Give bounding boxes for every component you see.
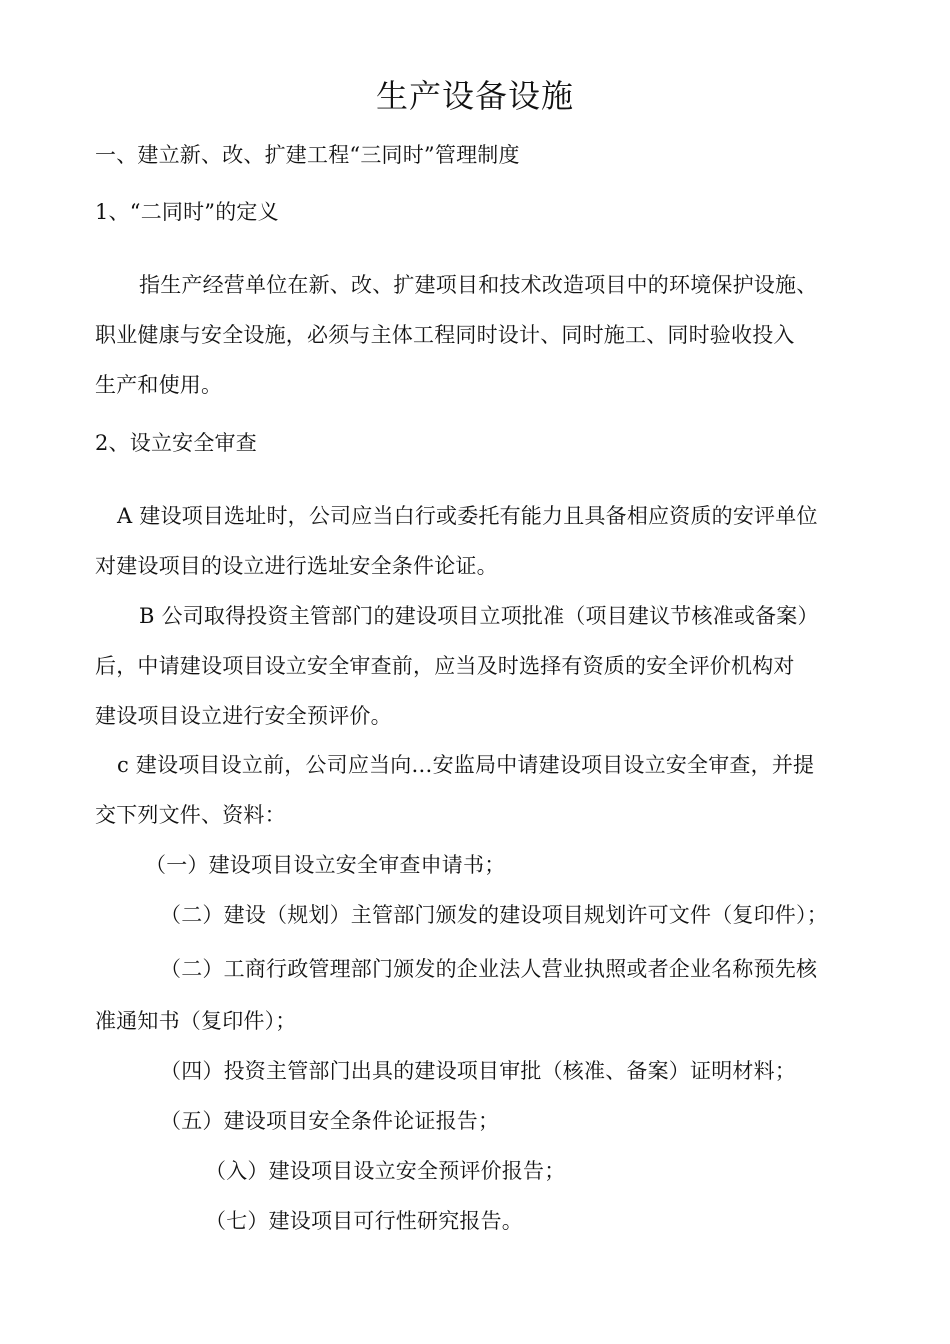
paragraph-line: 交下列文件、资料： xyxy=(95,803,286,827)
paragraph-line: B 公司取得投资主管部门的建设项目立项批准（项目建议节核准或备案） xyxy=(139,604,819,628)
paragraph-line: A 建设项目选址时，公司应当白行或委托有能力且具备相应资质的安评单位 xyxy=(117,504,818,528)
list-item: （七）建设项目可行性研究报告。 xyxy=(205,1209,523,1233)
document-title: 生产设备设施 xyxy=(375,77,574,115)
paragraph-line: 生产和使用。 xyxy=(95,373,223,397)
paragraph-line: c 建设项目设立前，公司应当向…安监局中请建设项目设立安全审查，并提 xyxy=(117,753,815,777)
subsection-heading-2: 2、设立安全审查 xyxy=(95,431,257,455)
paragraph-line: 建设项目设立进行安全预评价。 xyxy=(95,704,392,728)
subsection-heading-1: 1、“二同时”的定义 xyxy=(95,200,279,224)
section-heading-1: 一、建立新、改、扩建工程“三同时”管理制度 xyxy=(95,143,520,167)
list-item: （二）建设（规划）主管部门颁发的建设项目规划许可文件（复印件）； xyxy=(160,903,828,927)
list-item-continuation: 准通知书（复印件）； xyxy=(95,1009,297,1033)
list-item: （五）建设项目安全条件论证报告； xyxy=(160,1109,500,1133)
paragraph-line: 对建设项目的设立进行选址安全条件论证。 xyxy=(95,554,498,578)
paragraph-line: 指生产经营单位在新、改、扩建项目和技术改造项目中的环境保护设施、 xyxy=(139,273,818,297)
list-item: （二）工商行政管理部门颁发的企业法人营业执照或者企业名称预先核 xyxy=(160,957,818,981)
list-item: （入）建设项目设立安全预评价报告； xyxy=(205,1159,566,1183)
paragraph-line: 职业健康与安全设施，必须与主体工程同时设计、同时施工、同时验收投入 xyxy=(95,323,795,347)
list-item: （一）建设项目设立安全审查申请书； xyxy=(145,853,506,877)
list-item: （四）投资主管部门出具的建设项目审批（核准、备案）证明材料； xyxy=(160,1059,796,1083)
paragraph-line: 后，中请建设项目设立安全审查前，应当及时选择有资质的安全评价机构对 xyxy=(95,654,795,678)
